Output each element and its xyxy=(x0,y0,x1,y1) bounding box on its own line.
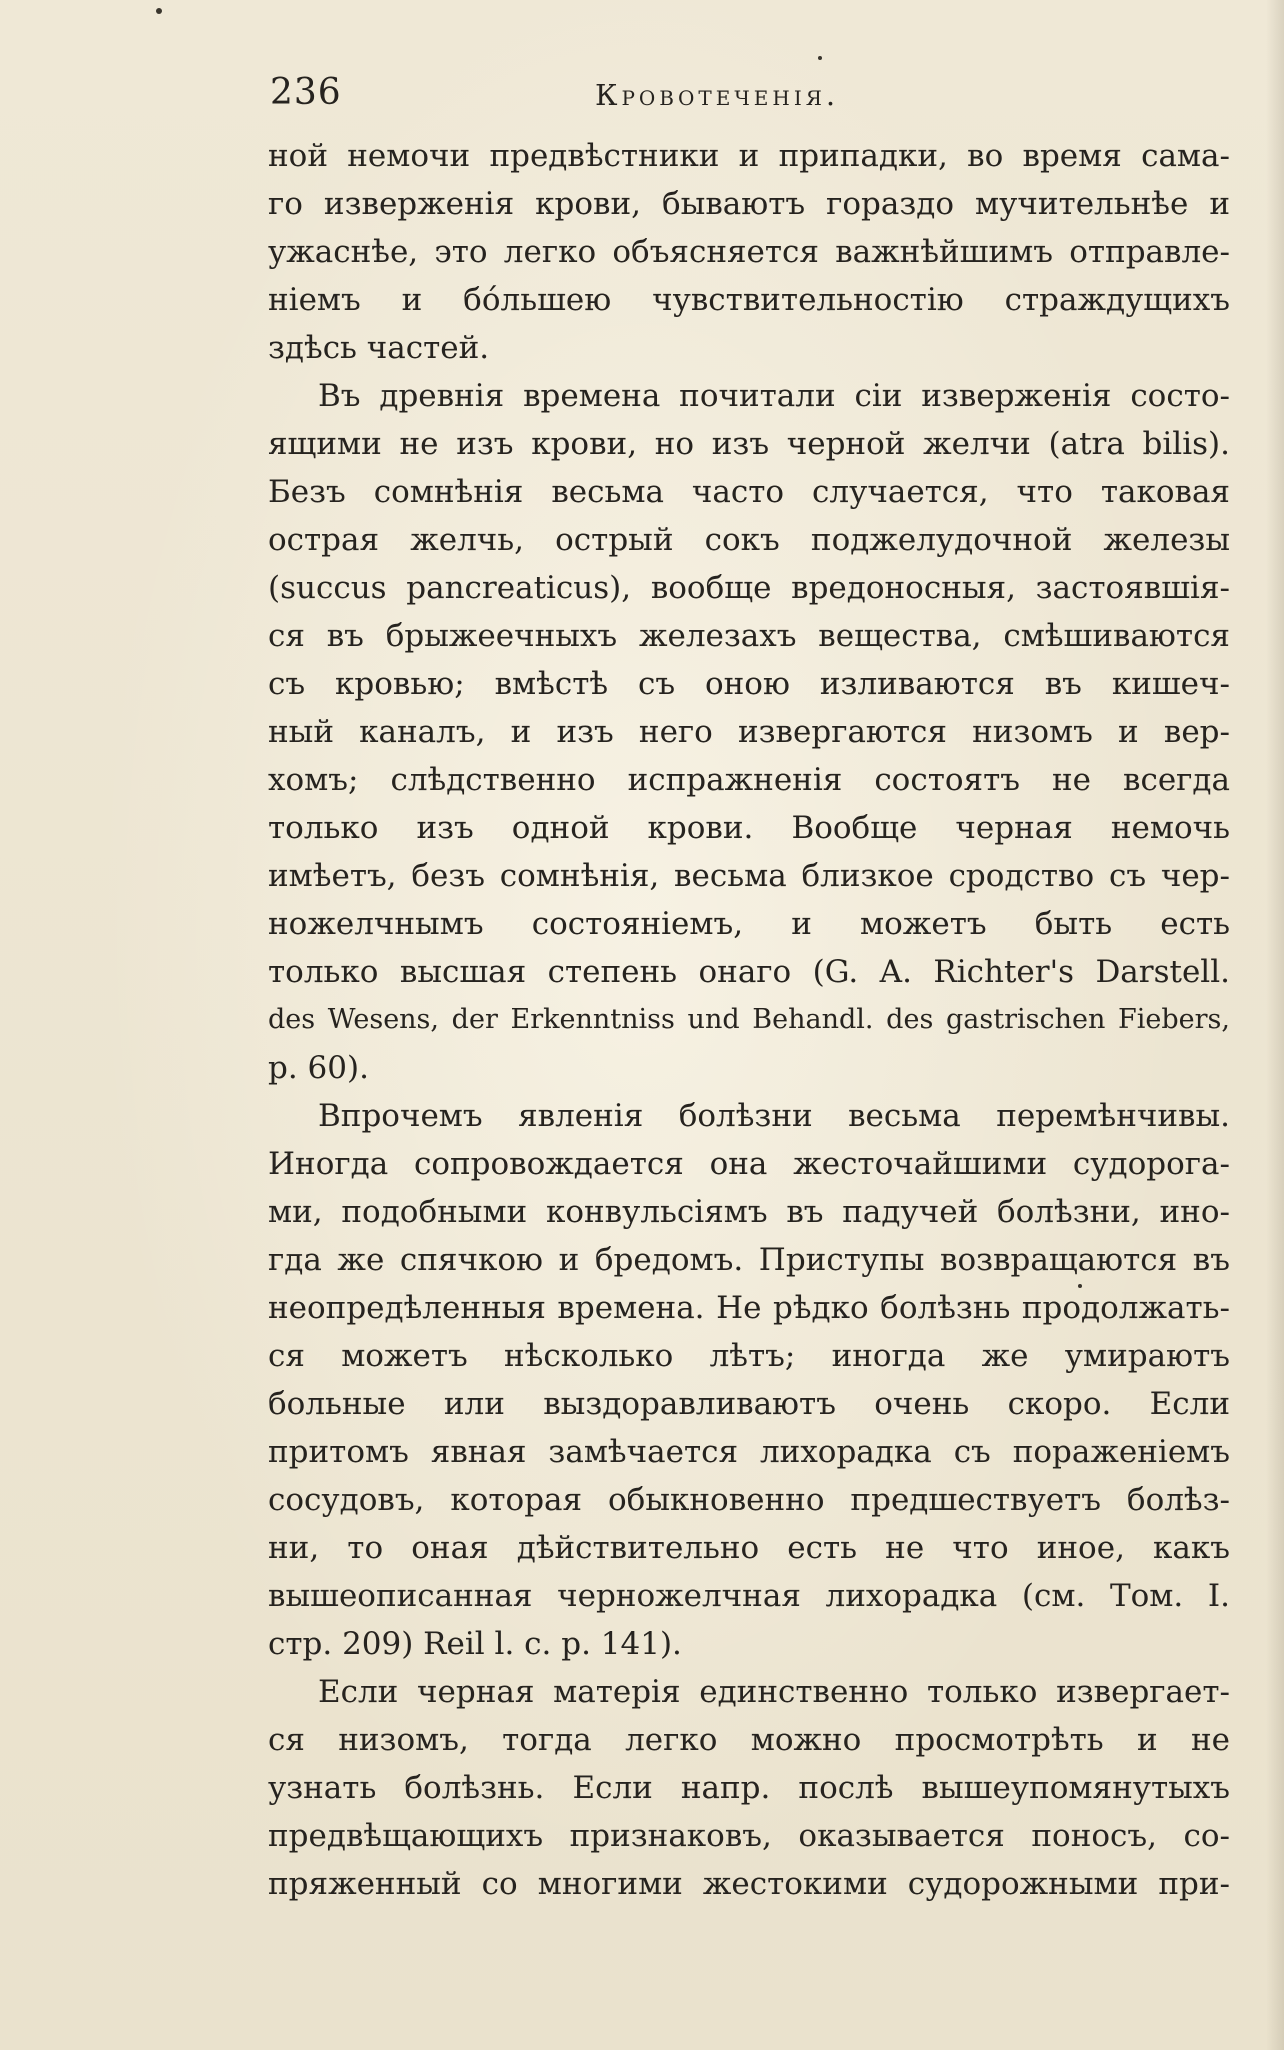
text-line: (succus pancreaticus), вообще вредоносныя, застоявшія- xyxy=(268,570,1230,606)
text-line: Иногда сопровождается она жесточайшими судорога- xyxy=(268,1146,1230,1182)
text-line: ный каналъ, и изъ него извергаются низомъ и вер- xyxy=(268,714,1230,750)
text-line: Безъ сомнѣнія весьма часто случается, что таковая xyxy=(268,474,1230,510)
text-line: только изъ одной крови. Вообще черная немочь xyxy=(268,810,1230,846)
text-line: ся въ брыжеечныхъ железахъ вещества, смѣшиваются xyxy=(268,618,1230,654)
text-line: Если черная матерія единственно только извергает- xyxy=(318,1674,1230,1710)
text-line: ящими не изъ крови, но изъ черной желчи (atra bilis). xyxy=(268,426,1230,462)
running-head: Кровотеченія. xyxy=(595,78,840,112)
body-text xyxy=(268,132,1230,1908)
ink-speck xyxy=(818,56,822,60)
text-line: пряженный со многими жестокими судорожными при- xyxy=(268,1866,1230,1902)
text-line: ной немочи предвѣстники и припадки, во время сама- xyxy=(268,138,1230,174)
page-number: 236 xyxy=(270,72,342,113)
text-line: ни, то оная дѣйствительно есть не что иное, какъ xyxy=(268,1530,1230,1566)
text-line: ми, подобными конвульсіямъ въ падучей болѣзни, ино- xyxy=(268,1194,1230,1230)
text-line: съ кровью; вмѣстѣ съ оною изливаются въ кишеч- xyxy=(268,666,1230,702)
text-line: p. 60). xyxy=(268,1050,369,1086)
text-line: здѣсь частей. xyxy=(268,330,490,366)
text-line: только высшая степень онаго (G. A. Richter's Darstell. xyxy=(268,954,1230,990)
text-line: Въ древнія времена почитали сіи изверженія состо- xyxy=(318,378,1230,414)
page-edge-shadow xyxy=(1266,0,1284,2050)
text-line: притомъ явная замѣчается лихорадка съ пораженіемъ xyxy=(268,1434,1230,1470)
text-line: сосудовъ, которая обыкновенно предшествуетъ болѣз- xyxy=(268,1482,1230,1518)
text-line: ся низомъ, тогда легко можно просмотрѣть и не xyxy=(268,1722,1230,1758)
text-line: ужаснѣе, это легко объясняется важнѣйшимъ отправле- xyxy=(268,234,1230,270)
page-header xyxy=(270,72,1230,132)
text-line: des Wesens, der Erkenntniss und Behandl. des gastrischen Fiebers, xyxy=(268,1004,1230,1035)
text-line: Впрочемъ явленія болѣзни весьма перемѣнчивы. xyxy=(318,1098,1230,1134)
text-line: неопредѣленныя времена. Не рѣдко болѣзнь продолжать- xyxy=(268,1290,1230,1326)
text-line: больные или выздоравливаютъ очень скоро. Если xyxy=(268,1386,1230,1422)
text-line: имѣетъ, безъ сомнѣнія, весьма близкое сродство съ чер- xyxy=(268,858,1230,894)
text-line: стр. 209) Reil l. c. p. 141). xyxy=(268,1626,682,1662)
ink-speck xyxy=(156,8,162,14)
text-line: ножелчнымъ состояніемъ, и можетъ быть есть xyxy=(268,906,1230,942)
text-line: ся можетъ нѣсколько лѣтъ; иногда же умираютъ xyxy=(268,1338,1230,1374)
text-line: вышеописанная черножелчная лихорадка (см. Том. I. xyxy=(268,1578,1230,1614)
text-line: го изверженія крови, бываютъ гораздо мучительнѣе и xyxy=(268,186,1230,222)
text-line: хомъ; слѣдственно испражненія состоятъ не всегда xyxy=(268,762,1230,798)
text-line: предвѣщающихъ признаковъ, оказывается поносъ, со- xyxy=(268,1818,1230,1854)
text-line: узнать болѣзнь. Если напр. послѣ вышеупомянутыхъ xyxy=(268,1770,1230,1806)
ink-speck xyxy=(1078,1284,1082,1288)
text-line: ніемъ и бóльшею чувствительностію страждущихъ xyxy=(268,282,1230,318)
text-line: острая желчь, острый сокъ поджелудочной железы xyxy=(268,522,1230,558)
text-line: гда же спячкою и бредомъ. Приступы возвращаются въ xyxy=(268,1242,1230,1278)
